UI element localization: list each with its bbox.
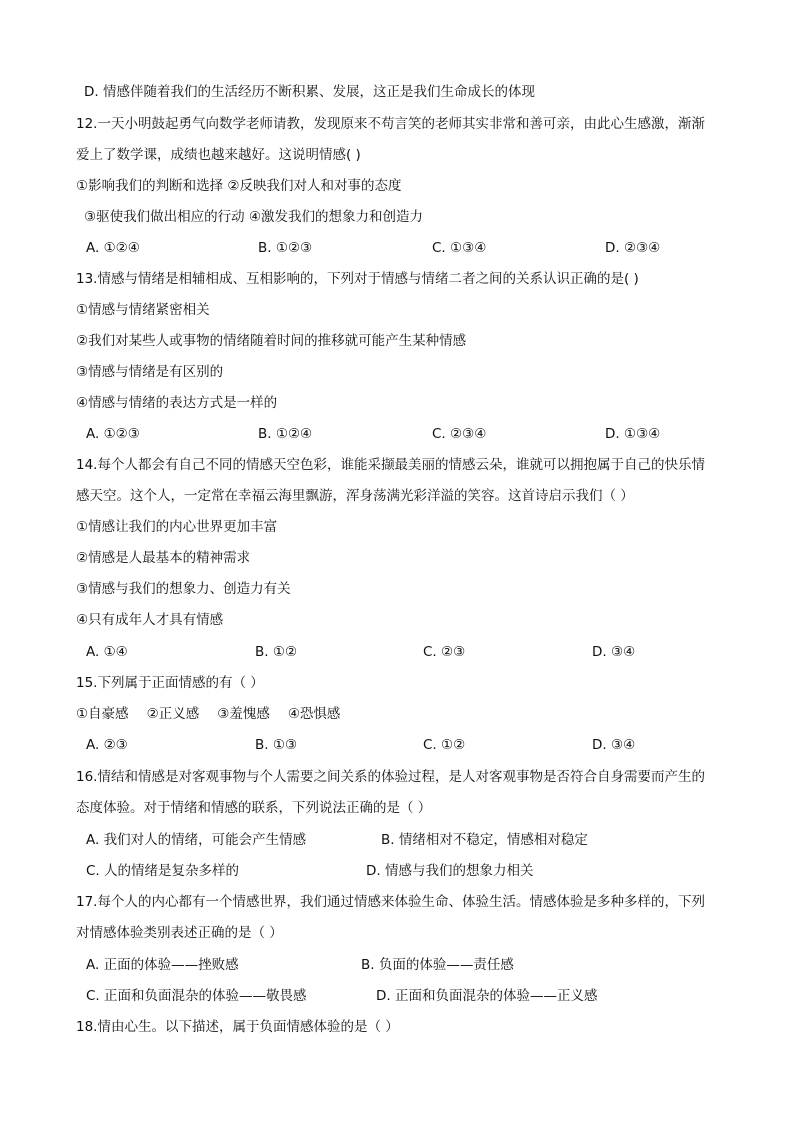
q12-option-d[interactable]: D. ②③④ [605, 240, 661, 256]
q13-statement-3: ③情感与情绪是有区别的 [76, 364, 224, 380]
q13-stem: 13.情感与情绪是相辅相成、互相影响的，下列对于情感与情绪二者之间的关系认识正确的是( ) [76, 271, 639, 287]
q16-option-c[interactable]: C. 人的情绪是复杂多样的 [86, 863, 240, 879]
q14-stem-line1: 14.每个人都会有自己不同的情感天空色彩，谁能采撷最美丽的情感云朵，谁就可以拥抱属于自己的快乐情 [76, 457, 705, 473]
q15-option-c[interactable]: C. ①② [423, 737, 466, 753]
q13-option-d[interactable]: D. ①③④ [605, 426, 661, 442]
q12-stem-line1: 12.一天小明鼓起勇气向数学老师请教，发现原来不苟言笑的老师其实非常和善可亲，由此心生感激，渐渐 [76, 116, 705, 132]
q16-option-b[interactable]: B. 情绪相对不稳定，情感相对稳定 [381, 832, 588, 848]
q13-statement-1: ①情感与情绪紧密相关 [76, 302, 210, 318]
q12-statement-line1: ①影响我们的判断和选择 ②反映我们对人和对事的态度 [76, 178, 402, 194]
q15-statement-2: ②正义感 [146, 706, 200, 722]
q15-stem: 15.下列属于正面情感的有（ ） [76, 675, 264, 691]
q16-stem-line1: 16.情结和情感是对客观事物与个人需要之间关系的体验过程，是人对客观事物是否符合自身需要而产生的 [76, 769, 705, 785]
q14-option-a[interactable]: A. ①④ [86, 644, 128, 660]
q14-option-d[interactable]: D. ③④ [592, 644, 636, 660]
q15-option-b[interactable]: B. ①③ [255, 737, 298, 753]
q13-option-a[interactable]: A. ①②③ [86, 426, 140, 442]
q14-statement-4: ④只有成年人才具有情感 [76, 612, 224, 628]
q17-stem-line2: 对情感体验类别表述正确的是（ ） [76, 925, 283, 941]
q14-statement-1: ①情感让我们的内心世界更加丰富 [76, 519, 278, 535]
q17-options-row1 [0, 955, 794, 975]
q12-option-b[interactable]: B. ①②③ [258, 240, 313, 256]
q13-options [0, 424, 794, 444]
q17-options-row2 [0, 986, 794, 1006]
q16-options-row2 [0, 861, 794, 881]
q12-options [0, 238, 794, 258]
q15-statement-3: ③羞愧感 [217, 706, 270, 722]
q17-option-d[interactable]: D. 正面和负面混杂的体验——正义感 [376, 988, 598, 1004]
q17-stem-line1: 17.每个人的内心都有一个情感世界，我们通过情感来体验生命、体验生活。情感体验是多种多样的，下列 [76, 894, 705, 910]
q18-stem: 18.情由心生。以下描述，属于负面情感体验的是（ ） [76, 1019, 399, 1035]
q13-option-c[interactable]: C. ②③④ [432, 426, 487, 442]
q14-statement-3: ③情感与我们的想象力、创造力有关 [76, 581, 291, 597]
q13-statement-4: ④情感与情绪的表达方式是一样的 [76, 395, 278, 411]
q17-option-a[interactable]: A. 正面的体验——挫败感 [86, 957, 239, 973]
q17-option-b[interactable]: B. 负面的体验——责任感 [361, 957, 514, 973]
q12-option-c[interactable]: C. ①③④ [432, 240, 487, 256]
q12-option-a[interactable]: A. ①②④ [86, 240, 140, 256]
q16-stem-line2: 态度体验。对于情绪和情感的联系，下列说法正确的是（ ） [76, 800, 432, 816]
q14-option-b[interactable]: B. ①② [255, 644, 298, 660]
q15-statements [76, 704, 794, 724]
q15-statement-1: ①自豪感 [76, 706, 129, 722]
q14-statement-2: ②情感是人最基本的精神需求 [76, 550, 251, 566]
q13-option-b[interactable]: B. ①②④ [258, 426, 313, 442]
q17-option-c[interactable]: C. 正面和负面混杂的体验——敬畏感 [86, 988, 307, 1004]
q11-option-d: D. 情感伴随着我们的生活经历不断积累、发展，这正是我们生命成长的体现 [84, 84, 535, 100]
q15-statement-4: ④恐惧感 [287, 706, 341, 722]
q16-option-d[interactable]: D. 情感与我们的想象力相关 [366, 863, 534, 879]
q15-option-d[interactable]: D. ③④ [592, 737, 636, 753]
q14-option-c[interactable]: C. ②③ [423, 644, 466, 660]
q14-options [0, 642, 794, 662]
q12-statement-line2: ③驱使我们做出相应的行动 ④激发我们的想象力和创造力 [84, 209, 423, 225]
q16-option-a[interactable]: A. 我们对人的情绪，可能会产生情感 [86, 832, 307, 848]
q12-stem-line2: 爱上了数学课，成绩也越来越好。这说明情感( ) [76, 147, 361, 163]
q15-options [0, 735, 794, 755]
q16-options-row1 [0, 830, 794, 850]
q14-stem-line2: 感天空。这个人，一定常在幸福云海里飘游，浑身荡满光彩洋溢的笑容。这首诗启示我们（ ） [76, 488, 634, 504]
q15-option-a[interactable]: A. ②③ [86, 737, 128, 753]
q13-statement-2: ②我们对某些人或事物的情绪随着时间的推移就可能产生某种情感 [76, 333, 467, 349]
